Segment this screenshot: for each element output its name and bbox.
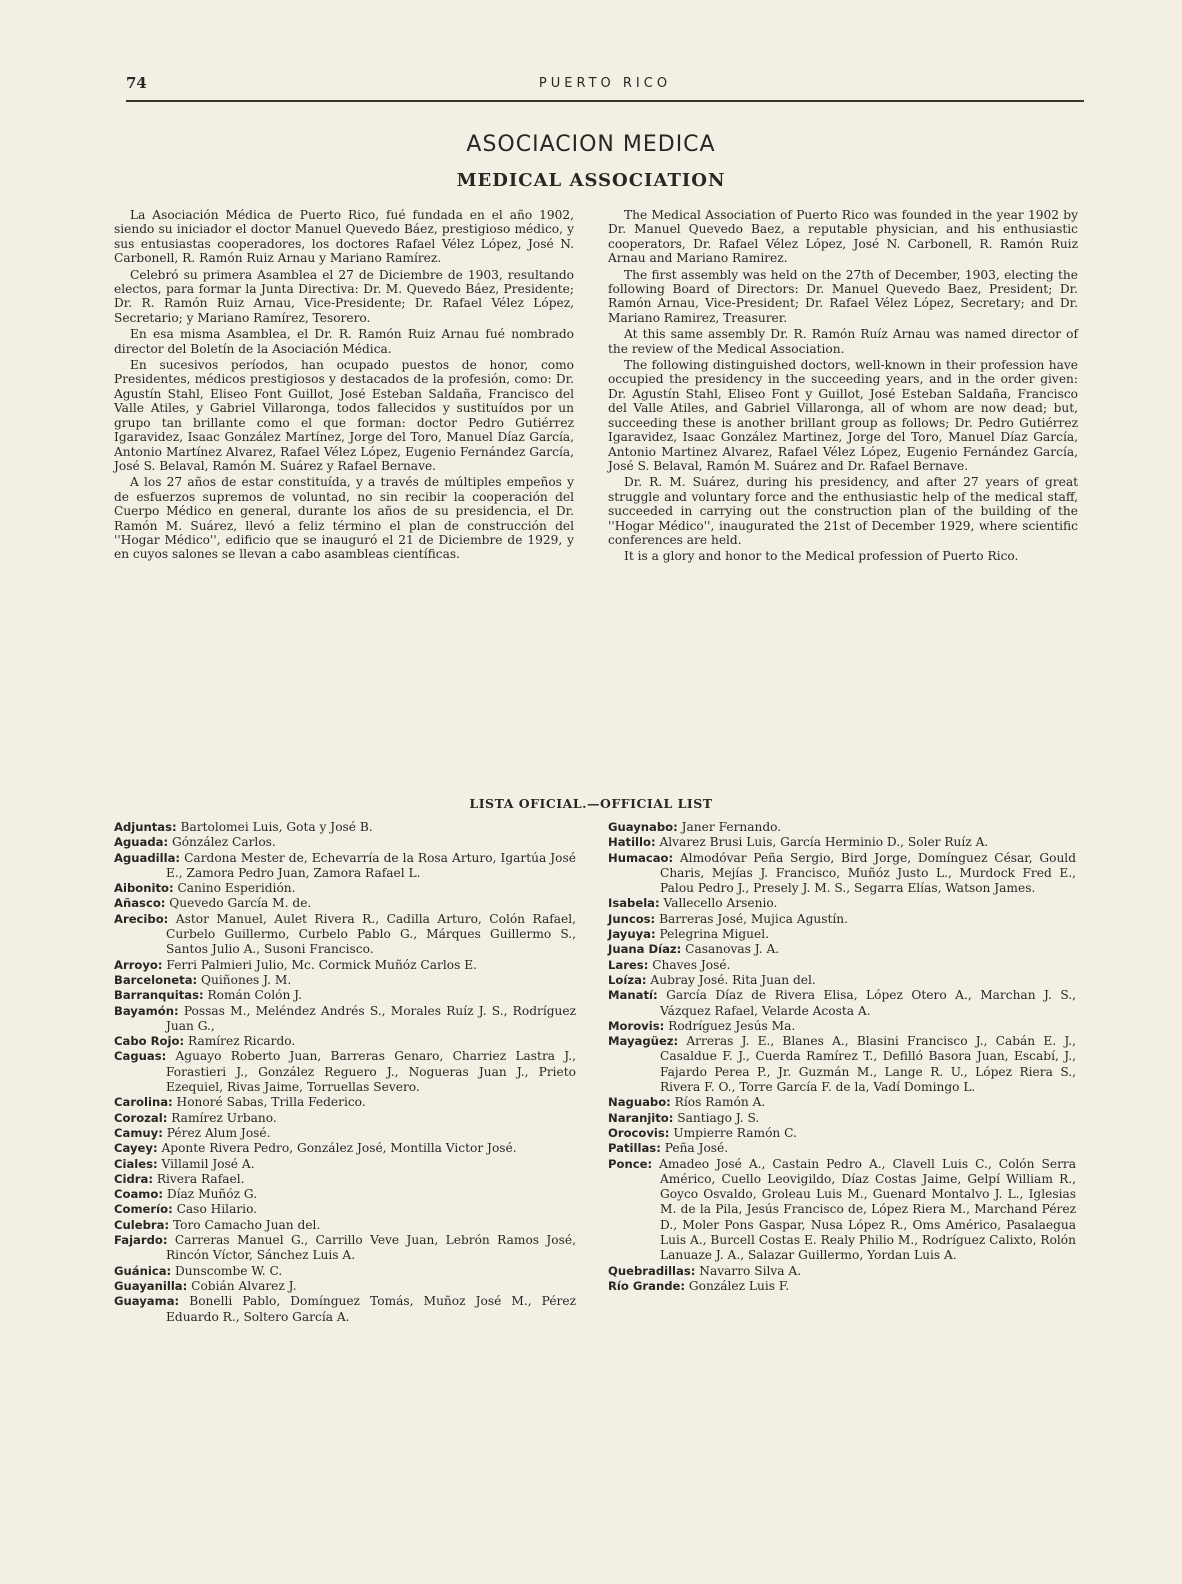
town-name: Isabela: bbox=[608, 896, 660, 911]
list-entry bbox=[114, 881, 576, 896]
list-entry bbox=[608, 973, 1076, 988]
page-number: 74 bbox=[126, 74, 147, 92]
english-paragraph: It is a glory and honor to the Medical profession of Puerto Rico. bbox=[624, 549, 1019, 564]
town-name: Río Grande: bbox=[608, 1278, 686, 1293]
doctor-names: Bartolomei Luis, Gota y José B. bbox=[176, 820, 373, 834]
list-entry bbox=[114, 851, 576, 882]
list-entry bbox=[608, 958, 1076, 973]
town-name: Patillas: bbox=[608, 1141, 661, 1156]
town-name: Naranjito: bbox=[608, 1110, 674, 1125]
town-name: Juncos: bbox=[608, 911, 656, 926]
doctor-names: Vallecello Arsenio. bbox=[659, 896, 778, 911]
doctor-names: Aguayo Roberto Juan, Barreras Genaro, Charriez Lastra J., Forastieri J., González Reguero J., Nogueras Juan J., Prieto Ezequiel, Rivas Jaime, Torruellas Severo. bbox=[166, 1049, 576, 1095]
spanish-paragraph: En sucesivos períodos, han ocupado puestos de honor, como Presidentes, médicos prestigiosos y destacados de la profesión, como: Dr. Agustín Stahl, Eliseo Font Guillot, José Esteban Saldaña, Francisco del Valle Atiles, y Gabriel Villaronga, todos fallecidos y sustituídos por un grupo tan brillante como el que forman: doctor Pedro Gutiérrez Igaravidez, Isaac González Martínez, Jorge del Toro, Manuel Díaz García, Antonio Martínez Alvarez, Rafael Vélez López, Eugenio Fernández García, José S. Belaval, Ramón M. Suárez y Rafael Bernave. bbox=[114, 358, 574, 473]
english-column bbox=[608, 208, 1078, 566]
doctor-names: Díaz Muñóz G. bbox=[162, 1187, 258, 1202]
spanish-paragraph: A los 27 años de estar constituída, y a través de múltiples empeños y de esfuerzos supremos de voluntad, no sin recibir la cooperación del Cuerpo Médico en general, durante los años de su presidencia, el Dr. Ramón M. Suárez, llevó a feliz término el plan de construcción del ''Hogar Médico'', edificio que se inauguró el 21 de Diciembre de 1929, y en cuyos salones se llevan a cabo asambleas científicas. bbox=[114, 475, 574, 562]
list-entry bbox=[114, 958, 576, 973]
doctor-names: Bonelli Pablo, Domínguez Tomás, Muñoz José M., Pérez Eduardo R., Soltero García A. bbox=[166, 1294, 576, 1324]
list-entry bbox=[114, 1126, 576, 1141]
spanish-paragraph: Celebró su primera Asamblea el 27 de Diciembre de 1903, resultando electos, para formar la Junta Directiva: Dr. M. Quevedo Báez, Presidente; Dr. R. Ramón Ruiz Arnau, Vice-Presidente; Dr. Rafael Vélez López, Secretario; y Mariano Ramírez, Tesorero. bbox=[114, 267, 574, 325]
list-entry bbox=[608, 1157, 1076, 1264]
header-rule bbox=[126, 100, 1084, 102]
town-name: Orocovis: bbox=[608, 1125, 670, 1140]
town-name: Lares: bbox=[608, 957, 649, 972]
doctor-names: Rivera Rafael. bbox=[152, 1171, 245, 1186]
town-name: Ciales: bbox=[114, 1156, 158, 1171]
doctor-names: Astor Manuel, Aulet Rivera R., Cadilla Arturo, Colón Rafael, Curbelo Guillermo, Curbelo Pablo G., Márques Guillermo S., Santos Julio A., Susoni Francisco. bbox=[166, 911, 576, 957]
town-name: Jayuya: bbox=[608, 927, 656, 942]
town-name: Barranquitas: bbox=[114, 988, 204, 1003]
doctor-names: Chaves José. bbox=[648, 957, 731, 972]
town-name: Bayamón: bbox=[114, 1003, 179, 1018]
town-name: Comerío: bbox=[114, 1202, 173, 1217]
list-entry bbox=[608, 896, 1076, 911]
article-title: ASOCIACION MEDICA bbox=[466, 132, 716, 157]
doctor-names: Pelegrina Miguel. bbox=[655, 927, 769, 942]
list-entry bbox=[114, 1141, 576, 1156]
doctor-names: Santiago J. S. bbox=[673, 1110, 760, 1125]
page-header bbox=[126, 74, 1084, 100]
doctor-names: Possas M., Meléndez Andrés S., Morales Ruíz J. S., Rodríguez Juan G., bbox=[166, 1003, 576, 1033]
english-paragraph: Dr. R. M. Suárez, during his presidency, and after 27 years of great struggle and voluntary force and the enthusiastic help of the medical staff, succeeded in carrying out the construction plan of the building of the ''Hogar Médico'', inaugurated the 21st of December 1929, where scientific conferences are held. bbox=[608, 475, 1078, 547]
list-entry bbox=[608, 1111, 1076, 1126]
list-entry bbox=[608, 988, 1076, 1019]
list-entry bbox=[608, 942, 1076, 957]
list-entry bbox=[608, 927, 1076, 942]
running-title: PUERTO RICO bbox=[538, 76, 672, 91]
doctor-names: Ferri Palmieri Julio, Mc. Cormick Muñóz Carlos E. bbox=[162, 957, 477, 972]
doctor-names: Toro Camacho Juan del. bbox=[169, 1217, 321, 1232]
town-name: Loíza: bbox=[608, 972, 647, 987]
town-name: Corozal: bbox=[114, 1110, 168, 1125]
list-entry bbox=[114, 1279, 576, 1294]
list-entry bbox=[114, 1034, 576, 1049]
doctor-names: Umpierre Ramón C. bbox=[669, 1125, 797, 1140]
town-name: Culebra: bbox=[114, 1217, 170, 1232]
english-paragraph: The Medical Association of Puerto Rico was founded in the year 1902 by Dr. Manuel Quevedo Baez, a reputable physician, and his enthusiastic cooperators, Dr. Rafael Vélez López, José N. Carbonell, R. Ramón Ruiz Arnau and Mariano Ramirez. bbox=[608, 208, 1078, 266]
doctor-names: Janer Fernando. bbox=[677, 820, 782, 834]
doctor-names: Casanovas J. A. bbox=[681, 942, 780, 957]
town-name: Cayey: bbox=[114, 1141, 158, 1156]
official-list-right bbox=[608, 820, 1076, 1294]
list-entry bbox=[114, 1202, 576, 1217]
list-entry bbox=[114, 1172, 576, 1187]
doctor-names: Amadeo José A., Castain Pedro A., Clavell Luis C., Colón Serra Américo, Cuello Leovigildo, Díaz Costas Jaime, Gelpí William R., Goyco Osvaldo, Groleau Luis M., Guenard Montalvo J. L., Iglesias M. de la Pila, Jesús Francisco de, López Riera M., Marchand Pérez D., Moler Pons Gaspar, Nusa López R., Oms Américo, Pasalaegua Luis A., Burcell Costas E. Realy Philio M., Rodríguez Calixto, Rolón Lanuaze J. A., Salazar Guillermo, Yordan Luis A. bbox=[652, 1156, 1076, 1263]
town-name: Carolina: bbox=[114, 1095, 173, 1110]
town-name: Arroyo: bbox=[114, 957, 163, 972]
list-entry bbox=[114, 820, 576, 835]
town-name: Camuy: bbox=[114, 1125, 163, 1140]
english-paragraph: At this same assembly Dr. R. Ramón Ruíz Arnau was named director of the review of the Medical Association. bbox=[608, 327, 1078, 356]
doctor-names: Almodóvar Peña Sergio, Bird Jorge, Domínguez César, Gould Charis, Mejías J. Francisco, Muñóz Justo L., Murdock Fred E., Palou Pedro J., Presely J. M. S., Segarra Elías, Watson James. bbox=[660, 850, 1076, 896]
spanish-paragraph: La Asociación Médica de Puerto Rico, fué fundada en el año 1902, siendo su iniciador el doctor Manuel Quevedo Báez, prestigioso médico, y sus entusiastas cooperadores, los doctores Rafael Vélez López, José N. Carbonell, R. Ramón Ruiz Arnau y Mariano Ramírez. bbox=[114, 208, 574, 266]
list-entry bbox=[608, 1034, 1076, 1095]
list-entry bbox=[114, 1004, 576, 1035]
doctor-names: Ramírez Ricardo. bbox=[184, 1034, 296, 1049]
doctor-names: Pérez Alum José. bbox=[162, 1125, 271, 1140]
list-entry bbox=[608, 1095, 1076, 1110]
doctor-names: Ramírez Urbano. bbox=[167, 1110, 277, 1125]
town-name: Quebradillas: bbox=[608, 1263, 696, 1278]
town-name: Guánica: bbox=[114, 1263, 172, 1278]
doctor-names: Ríos Ramón A. bbox=[670, 1095, 766, 1110]
doctor-names: Rodríguez Jesús Ma. bbox=[664, 1018, 796, 1033]
spanish-column bbox=[114, 208, 574, 564]
town-name: Guaynabo: bbox=[608, 820, 678, 834]
list-entry bbox=[114, 1157, 576, 1172]
list-entry bbox=[114, 1187, 576, 1202]
doctor-names: Arreras J. E., Blanes A., Blasini Francisco J., Cabán E. J., Casaldue F. J., Cuerda Ramírez T., Defilló Basora Juan, Escabí, J., Fajardo Perea P., Jr. Guzmán M., Lange R. U., López Riera S., Rivera F. O., Torre García F. de la, Vadí Domingo L. bbox=[660, 1034, 1076, 1095]
list-entry bbox=[114, 1095, 576, 1110]
town-name: Añasco: bbox=[114, 896, 166, 911]
list-entry bbox=[608, 835, 1076, 850]
doctor-names: Dunscombe W. C. bbox=[171, 1263, 283, 1278]
list-entry bbox=[608, 1279, 1076, 1294]
doctor-names: González Luis F. bbox=[685, 1278, 790, 1293]
english-paragraph: The first assembly was held on the 27th of December, 1903, electing the following Board of Directors: Dr. Manuel Quevedo Baez, President; Dr. Ramón Arnau, Vice-President; Dr. Rafael Vélez López, Secretary; and Dr. Mariano Ramirez, Treasurer. bbox=[608, 267, 1078, 325]
list-entry bbox=[114, 1218, 576, 1233]
town-name: Juana Díaz: bbox=[608, 942, 682, 957]
town-name: Aguada: bbox=[114, 835, 169, 850]
list-entry bbox=[114, 988, 576, 1003]
town-name: Mayagüez: bbox=[608, 1034, 679, 1049]
town-name: Cidra: bbox=[114, 1171, 153, 1186]
doctor-names: Peña José. bbox=[660, 1141, 729, 1156]
town-name: Barceloneta: bbox=[114, 972, 198, 987]
doctor-names: Quiñones J. M. bbox=[197, 972, 292, 987]
spanish-paragraph: En esa misma Asamblea, el Dr. R. Ramón Ruiz Arnau fué nombrado director del Boletín de la Asociación Médica. bbox=[114, 327, 574, 356]
doctor-names: Gónzález Carlos. bbox=[168, 835, 276, 850]
town-name: Fajardo: bbox=[114, 1233, 168, 1248]
list-entry bbox=[114, 1049, 576, 1095]
doctor-names: Villamil José A. bbox=[157, 1156, 255, 1171]
doctor-names: Quevedo García M. de. bbox=[165, 896, 312, 911]
town-name: Humacao: bbox=[608, 850, 674, 865]
town-name: Coamo: bbox=[114, 1187, 163, 1202]
town-name: Aguadilla: bbox=[114, 850, 181, 865]
article-subtitle: MEDICAL ASSOCIATION bbox=[456, 170, 726, 191]
list-entry bbox=[608, 1019, 1076, 1034]
town-name: Adjuntas: bbox=[114, 820, 177, 834]
list-entry bbox=[114, 1294, 576, 1325]
doctor-names: Navarro Silva A. bbox=[695, 1263, 802, 1278]
list-entry bbox=[114, 1264, 576, 1279]
town-name: Ponce: bbox=[608, 1156, 653, 1171]
town-name: Hatillo: bbox=[608, 835, 656, 850]
town-name: Manatí: bbox=[608, 988, 658, 1003]
list-entry bbox=[114, 973, 576, 988]
town-name: Morovis: bbox=[608, 1018, 665, 1033]
doctor-names: Cardona Mester de, Echevarría de la Rosa Arturo, Igartúa José E., Zamora Pedro Juan, Zamora Rafael L. bbox=[166, 850, 576, 880]
doctor-names: Aubray José. Rita Juan del. bbox=[646, 972, 816, 987]
list-entry bbox=[114, 1233, 576, 1264]
town-name: Arecibo: bbox=[114, 911, 169, 926]
list-entry bbox=[608, 1141, 1076, 1156]
doctor-names: Aponte Rivera Pedro, González José, Montilla Victor José. bbox=[157, 1141, 517, 1156]
doctor-names: Canino Esperidión. bbox=[173, 881, 296, 896]
doctor-names: Carreras Manuel G., Carrillo Veve Juan, Lebrón Ramos José, Rincón Víctor, Sánchez Luis A. bbox=[166, 1233, 576, 1263]
town-name: Guayama: bbox=[114, 1294, 180, 1309]
list-entry bbox=[114, 896, 576, 911]
doctor-names: Cobián Alvarez J. bbox=[187, 1278, 297, 1293]
english-paragraph: The following distinguished doctors, well-known in their profession have occupied the presidency in the succeeding years, and in the order given: Dr. Agustín Stahl, Eliseo Font y Guillot, José Esteban Saldaña, Francisco del Valle Atiles, and Gabriel Villaronga, all of whom are now dead; but, succeeding these is another brillant group as follows; Dr. Pedro Gutiérrez Igaravidez, Isaac González Martinez, Jorge del Toro, Manuel Díaz García, Antonio Martinez Alvarez, Rafael Vélez López, Eugenio Fernández García, José S. Belaval, Ramón M. Suárez and Dr. Rafael Bernave. bbox=[608, 358, 1078, 473]
list-entry bbox=[608, 851, 1076, 897]
list-entry bbox=[114, 1111, 576, 1126]
list-entry bbox=[114, 835, 576, 850]
official-list-title: LISTA OFICIAL.—OFFICIAL LIST bbox=[469, 796, 713, 811]
town-name: Aibonito: bbox=[114, 881, 174, 896]
list-entry bbox=[608, 1264, 1076, 1279]
doctor-names: Alvarez Brusi Luis, García Herminio D., Soler Ruíz A. bbox=[655, 835, 989, 850]
list-entry bbox=[608, 912, 1076, 927]
list-entry bbox=[608, 1126, 1076, 1141]
doctor-names: Román Colón J. bbox=[203, 988, 302, 1003]
official-list-left bbox=[114, 820, 576, 1325]
doctor-names: García Díaz de Rivera Elisa, López Otero A., Marchan J. S., Vázquez Rafael, Velarde Acosta A. bbox=[657, 988, 1076, 1018]
doctor-names: Barreras José, Mujica Agustín. bbox=[655, 911, 849, 926]
list-entry bbox=[608, 820, 1076, 835]
doctor-names: Honoré Sabas, Trilla Federico. bbox=[172, 1095, 366, 1110]
town-name: Caguas: bbox=[114, 1049, 167, 1064]
town-name: Naguabo: bbox=[608, 1095, 671, 1110]
town-name: Guayanilla: bbox=[114, 1278, 188, 1293]
doctor-names: Caso Hilario. bbox=[172, 1202, 258, 1217]
town-name: Cabo Rojo: bbox=[114, 1034, 185, 1049]
list-entry bbox=[114, 912, 576, 958]
